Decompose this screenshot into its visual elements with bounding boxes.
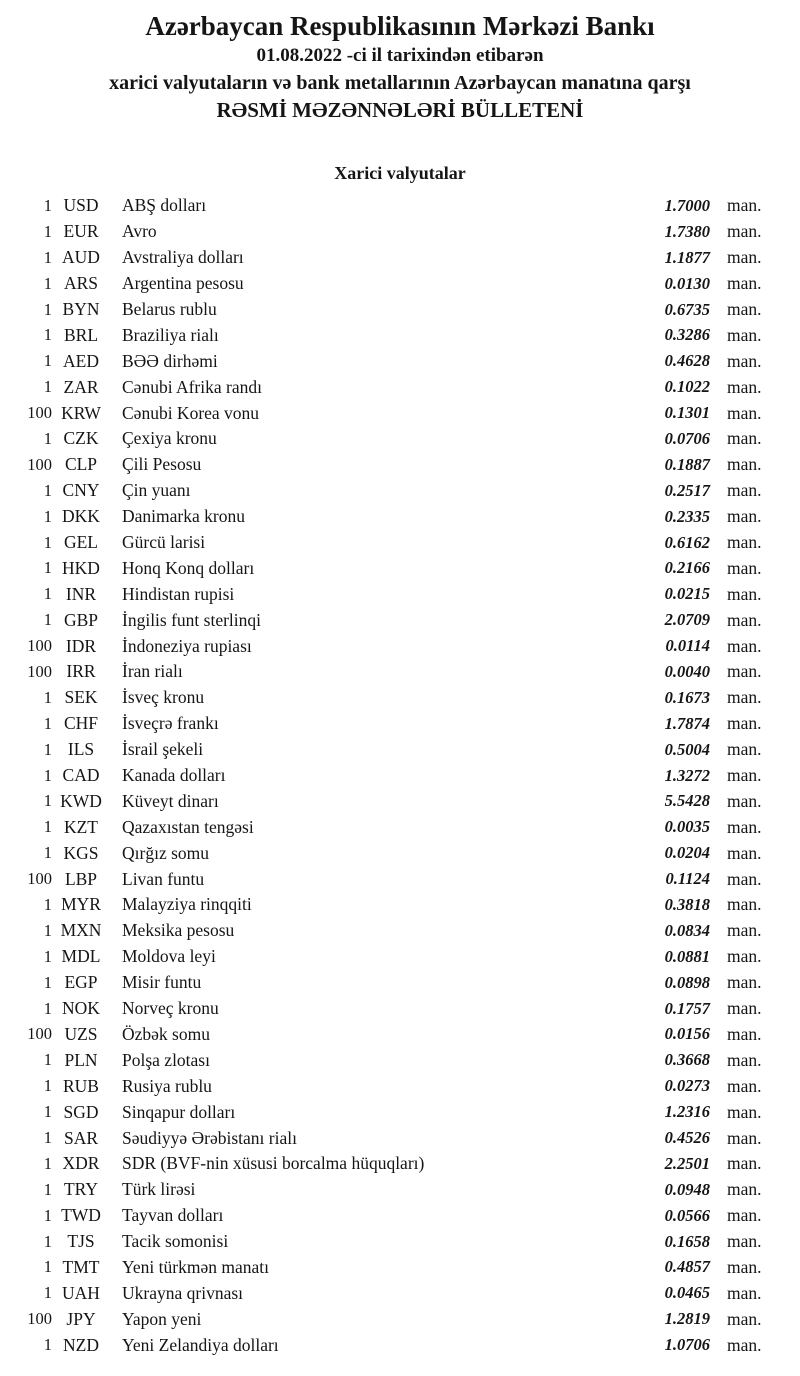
rate-value-cell: 1.0706 bbox=[664, 1335, 710, 1355]
currency-code-cell: CNY bbox=[62, 480, 100, 501]
rate-row bbox=[0, 374, 800, 400]
currency-name-cell: İsrail şekeli bbox=[122, 739, 204, 760]
quantity-cell: 1 bbox=[43, 428, 52, 448]
rate-row bbox=[0, 996, 800, 1022]
rate-row bbox=[0, 1280, 800, 1306]
rate-row bbox=[0, 607, 800, 633]
unit-label-cell: man. bbox=[727, 972, 762, 993]
unit-label-cell: man. bbox=[727, 1231, 762, 1252]
rate-row bbox=[0, 970, 800, 996]
currency-name-cell: SDR (BVF-nin xüsusi borcalma hüquqları) bbox=[122, 1153, 425, 1174]
currency-name-cell: Argentina pesosu bbox=[122, 273, 244, 294]
currency-name-cell: Braziliya rialı bbox=[122, 324, 219, 345]
effective-date-line: 01.08.2022 -ci il tarixindən etibarən bbox=[256, 45, 544, 67]
quantity-cell: 1 bbox=[43, 1231, 52, 1251]
rate-value-cell: 5.5428 bbox=[664, 791, 710, 811]
rate-value-cell: 2.2501 bbox=[664, 1153, 710, 1173]
quantity-cell: 1 bbox=[43, 325, 52, 345]
currency-code-cell: KZT bbox=[63, 816, 99, 837]
unit-label-cell: man. bbox=[727, 687, 762, 708]
unit-label-cell: man. bbox=[727, 532, 762, 553]
quantity-cell: 1 bbox=[43, 377, 52, 397]
currency-name-cell: Sinqapur dolları bbox=[122, 1101, 236, 1122]
quantity-cell: 1 bbox=[43, 610, 52, 630]
rate-value-cell: 0.4857 bbox=[664, 1257, 710, 1277]
currency-code-cell: KGS bbox=[63, 842, 99, 863]
unit-label-cell: man. bbox=[727, 1153, 762, 1174]
unit-label-cell: man. bbox=[727, 324, 762, 345]
currency-name-cell: Danimarka kronu bbox=[122, 506, 245, 527]
unit-label-cell: man. bbox=[727, 402, 762, 423]
quantity-cell: 100 bbox=[27, 661, 52, 681]
currency-code-cell: CZK bbox=[63, 428, 99, 449]
rate-row bbox=[0, 322, 800, 348]
currency-code-cell: KRW bbox=[61, 402, 101, 423]
unit-label-cell: man. bbox=[727, 713, 762, 734]
currency-name-cell: Hindistan rupisi bbox=[122, 583, 235, 604]
quantity-cell: 1 bbox=[43, 506, 52, 526]
currency-name-cell: Cənubi Afrika randı bbox=[122, 376, 262, 397]
rate-value-cell: 0.1673 bbox=[664, 687, 710, 707]
quantity-cell: 100 bbox=[27, 403, 52, 423]
rate-value-cell: 2.0709 bbox=[664, 610, 710, 630]
quantity-cell: 1 bbox=[43, 791, 52, 811]
rate-row bbox=[0, 737, 800, 763]
rate-row bbox=[0, 659, 800, 685]
currency-code-cell: NZD bbox=[63, 1334, 99, 1355]
currency-code-cell: TRY bbox=[63, 1179, 99, 1200]
rate-value-cell: 0.2517 bbox=[664, 480, 710, 500]
rate-row bbox=[0, 814, 800, 840]
unit-label-cell: man. bbox=[727, 1075, 762, 1096]
currency-code-cell: XDR bbox=[62, 1153, 100, 1174]
unit-label-cell: man. bbox=[727, 1282, 762, 1303]
currency-code-cell: EUR bbox=[63, 221, 99, 242]
currency-name-cell: Ukrayna qrivnası bbox=[122, 1282, 244, 1303]
quantity-cell: 1 bbox=[43, 558, 52, 578]
currency-name-cell: Belarus rublu bbox=[122, 299, 217, 319]
currency-name-cell: İngilis funt sterlinqi bbox=[122, 609, 262, 630]
unit-label-cell: man. bbox=[727, 946, 762, 967]
currency-name-cell: Gürcü larisi bbox=[122, 532, 206, 553]
unit-label-cell: man. bbox=[727, 506, 762, 527]
quantity-cell: 1 bbox=[43, 1128, 52, 1147]
currency-name-cell: ABŞ dolları bbox=[122, 195, 207, 216]
rate-value-cell: 0.0898 bbox=[664, 972, 710, 992]
currency-name-cell: Cənubi Korea vonu bbox=[122, 402, 260, 423]
currency-code-cell: NOK bbox=[62, 998, 100, 1019]
currency-code-cell: CAD bbox=[62, 765, 100, 786]
rate-row bbox=[0, 219, 800, 245]
currency-name-cell: Yapon yeni bbox=[122, 1308, 202, 1329]
currency-name-cell: BƏƏ dirhəmi bbox=[122, 350, 218, 371]
quantity-cell: 1 bbox=[43, 1179, 52, 1199]
rate-row bbox=[0, 1332, 800, 1358]
rate-value-cell: 0.0465 bbox=[664, 1283, 710, 1303]
quantity-cell: 100 bbox=[27, 1024, 52, 1044]
currency-code-cell: TJS bbox=[67, 1231, 95, 1252]
currency-name-cell: İndoneziya rupiası bbox=[122, 635, 252, 656]
unit-label-cell: man. bbox=[727, 739, 762, 760]
rate-row bbox=[0, 788, 800, 814]
currency-code-cell: PLN bbox=[64, 1049, 98, 1070]
rate-row bbox=[0, 918, 800, 944]
currency-code-cell: SGD bbox=[63, 1101, 99, 1122]
currency-name-cell: Tayvan dolları bbox=[122, 1205, 224, 1226]
currency-code-cell: BRL bbox=[63, 324, 99, 345]
rate-row bbox=[0, 530, 800, 556]
rate-row bbox=[0, 1047, 800, 1073]
rate-row bbox=[0, 1203, 800, 1229]
currency-code-cell: TWD bbox=[61, 1205, 101, 1226]
rate-value-cell: 1.2819 bbox=[664, 1309, 710, 1329]
quantity-cell: 1 bbox=[43, 894, 52, 914]
unit-label-cell: man. bbox=[727, 1101, 762, 1122]
rate-row bbox=[0, 685, 800, 711]
quantity-cell: 1 bbox=[43, 765, 52, 785]
currency-code-cell: USD bbox=[63, 195, 99, 216]
quantity-cell: 1 bbox=[43, 299, 52, 319]
unit-label-cell: man. bbox=[727, 350, 762, 371]
unit-label-cell: man. bbox=[727, 376, 762, 397]
currency-code-cell: UZS bbox=[64, 1023, 98, 1044]
currency-code-cell: MXN bbox=[60, 920, 102, 941]
rate-value-cell: 0.2166 bbox=[664, 558, 710, 578]
currency-name-cell: Polşa zlotası bbox=[122, 1049, 210, 1070]
rate-value-cell: 0.3818 bbox=[664, 894, 710, 914]
currency-code-cell: HKD bbox=[62, 557, 100, 578]
rate-value-cell: 0.0156 bbox=[664, 1024, 710, 1044]
quantity-cell: 1 bbox=[43, 946, 52, 966]
unit-label-cell: man. bbox=[727, 816, 762, 837]
unit-label-cell: man. bbox=[727, 1023, 762, 1044]
currency-code-cell: IDR bbox=[65, 635, 97, 656]
rate-value-cell: 1.2316 bbox=[664, 1102, 710, 1122]
currency-code-cell: IRR bbox=[66, 661, 96, 682]
currency-name-cell: Moldova leyi bbox=[122, 946, 216, 967]
subject-line: xarici valyutaların və bank metallarının Azərbaycan manatına qarşı bbox=[109, 71, 691, 94]
rate-value-cell: 0.0948 bbox=[664, 1179, 710, 1199]
quantity-cell: 1 bbox=[43, 1283, 52, 1303]
quantity-cell: 1 bbox=[43, 739, 52, 759]
currency-code-cell: SAR bbox=[63, 1127, 99, 1148]
unit-label-cell: man. bbox=[727, 195, 762, 216]
rate-value-cell: 1.7874 bbox=[664, 713, 710, 733]
currency-code-cell: MDL bbox=[61, 946, 101, 967]
rate-row bbox=[0, 1073, 800, 1099]
rate-row bbox=[0, 892, 800, 918]
currency-name-cell: İsveç kronu bbox=[122, 687, 205, 708]
rate-row bbox=[0, 297, 800, 323]
quantity-cell: 1 bbox=[43, 1205, 52, 1225]
rate-row bbox=[0, 1022, 800, 1048]
section-title-foreign-currencies: Xarici valyutalar bbox=[334, 163, 466, 183]
rate-row bbox=[0, 1229, 800, 1255]
unit-label-cell: man. bbox=[727, 661, 762, 682]
currency-name-cell: Misir funtu bbox=[122, 972, 202, 993]
quantity-cell: 1 bbox=[43, 532, 52, 552]
rate-value-cell: 0.1658 bbox=[664, 1231, 710, 1251]
quantity-cell: 1 bbox=[43, 972, 52, 992]
unit-label-cell: man. bbox=[727, 790, 762, 811]
unit-label-cell: man. bbox=[727, 1179, 762, 1200]
rate-row bbox=[0, 581, 800, 607]
rate-value-cell: 0.0566 bbox=[664, 1205, 710, 1225]
currency-name-cell: Honq Konq dolları bbox=[122, 557, 255, 578]
rate-value-cell: 0.0881 bbox=[664, 946, 710, 966]
quantity-cell: 1 bbox=[43, 221, 52, 241]
unit-label-cell: man. bbox=[727, 1256, 762, 1277]
rate-row bbox=[0, 944, 800, 970]
currency-name-cell: İsveçrə frankı bbox=[122, 713, 219, 734]
currency-name-cell: Livan funtu bbox=[122, 868, 205, 889]
quantity-cell: 100 bbox=[27, 636, 52, 656]
quantity-cell: 1 bbox=[43, 998, 52, 1018]
rate-value-cell: 1.1877 bbox=[664, 247, 710, 267]
currency-code-cell: SEK bbox=[64, 687, 98, 708]
quantity-cell: 1 bbox=[43, 247, 52, 267]
rate-value-cell: 0.3286 bbox=[664, 325, 710, 345]
rates-table bbox=[0, 193, 800, 1358]
currency-code-cell: ILS bbox=[67, 739, 95, 760]
quantity-cell: 1 bbox=[43, 351, 52, 371]
currency-name-cell: Türk lirəsi bbox=[122, 1179, 196, 1200]
unit-label-cell: man. bbox=[727, 842, 762, 863]
bulletin-title: RƏSMİ MƏZƏNNƏLƏRİ BÜLLETENİ bbox=[216, 97, 584, 122]
rate-row bbox=[0, 271, 800, 297]
rate-value-cell: 0.1757 bbox=[664, 998, 710, 1018]
currency-name-cell: Çili Pesosu bbox=[122, 454, 202, 475]
quantity-cell: 1 bbox=[43, 687, 52, 707]
quantity-cell: 1 bbox=[43, 1257, 52, 1277]
rate-value-cell: 0.2335 bbox=[664, 506, 710, 526]
rate-value-cell: 0.0204 bbox=[664, 843, 710, 863]
currency-name-cell: Avstraliya dolları bbox=[122, 247, 244, 268]
rate-row bbox=[0, 633, 800, 659]
rate-row bbox=[0, 193, 800, 219]
rate-row bbox=[0, 478, 800, 504]
currency-name-cell: Malayziya rinqqiti bbox=[122, 894, 252, 915]
currency-code-cell: GEL bbox=[63, 532, 99, 553]
currency-name-cell: Küveyt dinarı bbox=[122, 790, 219, 811]
currency-code-cell: GBP bbox=[63, 609, 99, 630]
currency-code-cell: ZAR bbox=[63, 376, 99, 397]
unit-label-cell: man. bbox=[727, 1049, 762, 1070]
unit-label-cell: man. bbox=[727, 765, 762, 786]
rate-value-cell: 0.6162 bbox=[664, 532, 710, 552]
currency-code-cell: MYR bbox=[61, 894, 101, 915]
rate-row bbox=[0, 1125, 800, 1151]
unit-label-cell: man. bbox=[727, 920, 762, 941]
unit-label-cell: man. bbox=[727, 557, 762, 578]
bank-name-title: Azərbaycan Respublikasının Mərkəzi Bankı bbox=[145, 11, 655, 41]
rate-value-cell: 0.3668 bbox=[664, 1050, 710, 1070]
rate-row bbox=[0, 555, 800, 581]
quantity-cell: 1 bbox=[43, 273, 52, 293]
currency-name-cell: Qazaxıstan tengəsi bbox=[122, 816, 254, 837]
unit-label-cell: man. bbox=[727, 998, 762, 1019]
currency-name-cell: İran rialı bbox=[122, 661, 183, 682]
rate-value-cell: 0.1022 bbox=[664, 377, 710, 397]
currency-code-cell: KWD bbox=[60, 790, 102, 811]
currency-name-cell: Rusiya rublu bbox=[122, 1075, 212, 1096]
rate-value-cell: 0.0114 bbox=[665, 636, 710, 656]
currency-code-cell: UAH bbox=[62, 1282, 100, 1303]
unit-label-cell: man. bbox=[727, 428, 762, 449]
quantity-cell: 1 bbox=[43, 1102, 52, 1122]
currency-name-cell: Yeni Zelandiya dolları bbox=[122, 1334, 279, 1355]
rate-row bbox=[0, 840, 800, 866]
currency-code-cell: ARS bbox=[63, 273, 99, 294]
rate-value-cell: 0.0040 bbox=[664, 661, 710, 681]
quantity-cell: 1 bbox=[43, 920, 52, 940]
unit-label-cell: man. bbox=[727, 1127, 762, 1148]
quantity-cell: 1 bbox=[43, 817, 52, 837]
rate-row bbox=[0, 1177, 800, 1203]
rate-row bbox=[0, 1099, 800, 1125]
unit-label-cell: man. bbox=[727, 1205, 762, 1226]
quantity-cell: 100 bbox=[27, 1309, 52, 1329]
currency-code-cell: TMT bbox=[62, 1256, 100, 1277]
rate-row bbox=[0, 400, 800, 426]
quantity-cell: 1 bbox=[43, 843, 52, 863]
unit-label-cell: man. bbox=[727, 894, 762, 915]
rate-value-cell: 0.4526 bbox=[664, 1128, 710, 1147]
rate-row bbox=[0, 763, 800, 789]
quantity-cell: 1 bbox=[43, 1335, 52, 1355]
currency-name-cell: Çin yuanı bbox=[122, 480, 191, 501]
rate-value-cell: 0.1301 bbox=[664, 403, 710, 423]
rate-row bbox=[0, 426, 800, 452]
quantity-cell: 1 bbox=[43, 1153, 52, 1173]
currency-code-cell: AED bbox=[63, 350, 99, 371]
currency-name-cell: Səudiyyə Ərəbistanı rialı bbox=[122, 1127, 297, 1148]
rate-value-cell: 0.6735 bbox=[664, 299, 710, 319]
quantity-cell: 1 bbox=[43, 584, 52, 604]
rate-value-cell: 0.1124 bbox=[665, 869, 710, 889]
rate-value-cell: 0.0130 bbox=[664, 273, 710, 293]
quantity-cell: 100 bbox=[27, 869, 52, 889]
currency-code-cell: CLP bbox=[64, 454, 98, 475]
rate-value-cell: 0.0834 bbox=[664, 920, 710, 940]
quantity-cell: 1 bbox=[43, 195, 52, 215]
rate-value-cell: 0.0035 bbox=[664, 817, 710, 837]
unit-label-cell: man. bbox=[727, 273, 762, 294]
unit-label-cell: man. bbox=[727, 221, 762, 242]
bulletin-header bbox=[0, 0, 800, 122]
unit-label-cell: man. bbox=[727, 635, 762, 656]
unit-label-cell: man. bbox=[727, 1334, 762, 1355]
rate-row bbox=[0, 866, 800, 892]
rate-row bbox=[0, 504, 800, 530]
currency-code-cell: INR bbox=[65, 583, 97, 604]
quantity-cell: 1 bbox=[43, 713, 52, 733]
quantity-cell: 1 bbox=[43, 480, 52, 500]
currency-name-cell: Qırğız somu bbox=[122, 842, 210, 863]
rate-value-cell: 0.1887 bbox=[664, 454, 710, 474]
quantity-cell: 100 bbox=[27, 454, 52, 474]
currency-code-cell: JPY bbox=[66, 1308, 96, 1329]
currency-code-cell: EGP bbox=[64, 972, 98, 993]
currency-code-cell: CHF bbox=[63, 713, 99, 734]
rate-value-cell: 0.0273 bbox=[664, 1076, 710, 1096]
rate-value-cell: 1.7000 bbox=[664, 195, 710, 215]
currency-name-cell: Tacik somonisi bbox=[122, 1231, 229, 1252]
rate-value-cell: 0.5004 bbox=[664, 739, 710, 759]
currency-name-cell: Çexiya kronu bbox=[122, 428, 217, 449]
unit-label-cell: man. bbox=[727, 868, 762, 889]
currency-code-cell: BYN bbox=[62, 299, 100, 319]
currency-code-cell: AUD bbox=[62, 247, 100, 268]
currency-name-cell: Avro bbox=[122, 221, 157, 242]
currency-name-cell: Meksika pesosu bbox=[122, 920, 235, 941]
quantity-cell: 1 bbox=[43, 1050, 52, 1070]
rate-value-cell: 0.0215 bbox=[664, 584, 710, 604]
rate-row bbox=[0, 1255, 800, 1281]
unit-label-cell: man. bbox=[727, 1308, 762, 1329]
currency-code-cell: RUB bbox=[63, 1075, 99, 1096]
unit-label-cell: man. bbox=[727, 299, 762, 319]
rate-row bbox=[0, 245, 800, 271]
rate-value-cell: 1.7380 bbox=[664, 221, 710, 241]
unit-label-cell: man. bbox=[727, 609, 762, 630]
rate-value-cell: 0.0706 bbox=[664, 428, 710, 448]
rate-value-cell: 1.3272 bbox=[664, 765, 710, 785]
currency-code-cell: DKK bbox=[62, 506, 100, 527]
unit-label-cell: man. bbox=[727, 583, 762, 604]
unit-label-cell: man. bbox=[727, 454, 762, 475]
currency-code-cell: LBP bbox=[64, 868, 98, 889]
rate-value-cell: 0.4628 bbox=[664, 351, 710, 371]
rate-row bbox=[0, 348, 800, 374]
rate-row bbox=[0, 711, 800, 737]
currency-name-cell: Yeni türkmən manatı bbox=[122, 1256, 269, 1277]
unit-label-cell: man. bbox=[727, 247, 762, 268]
currency-name-cell: Kanada dolları bbox=[122, 765, 226, 786]
currency-name-cell: Norveç kronu bbox=[122, 998, 219, 1019]
rate-row bbox=[0, 1151, 800, 1177]
unit-label-cell: man. bbox=[727, 480, 762, 501]
rate-row bbox=[0, 452, 800, 478]
rate-row bbox=[0, 1306, 800, 1332]
currency-name-cell: Özbək somu bbox=[122, 1023, 210, 1044]
quantity-cell: 1 bbox=[43, 1076, 52, 1096]
